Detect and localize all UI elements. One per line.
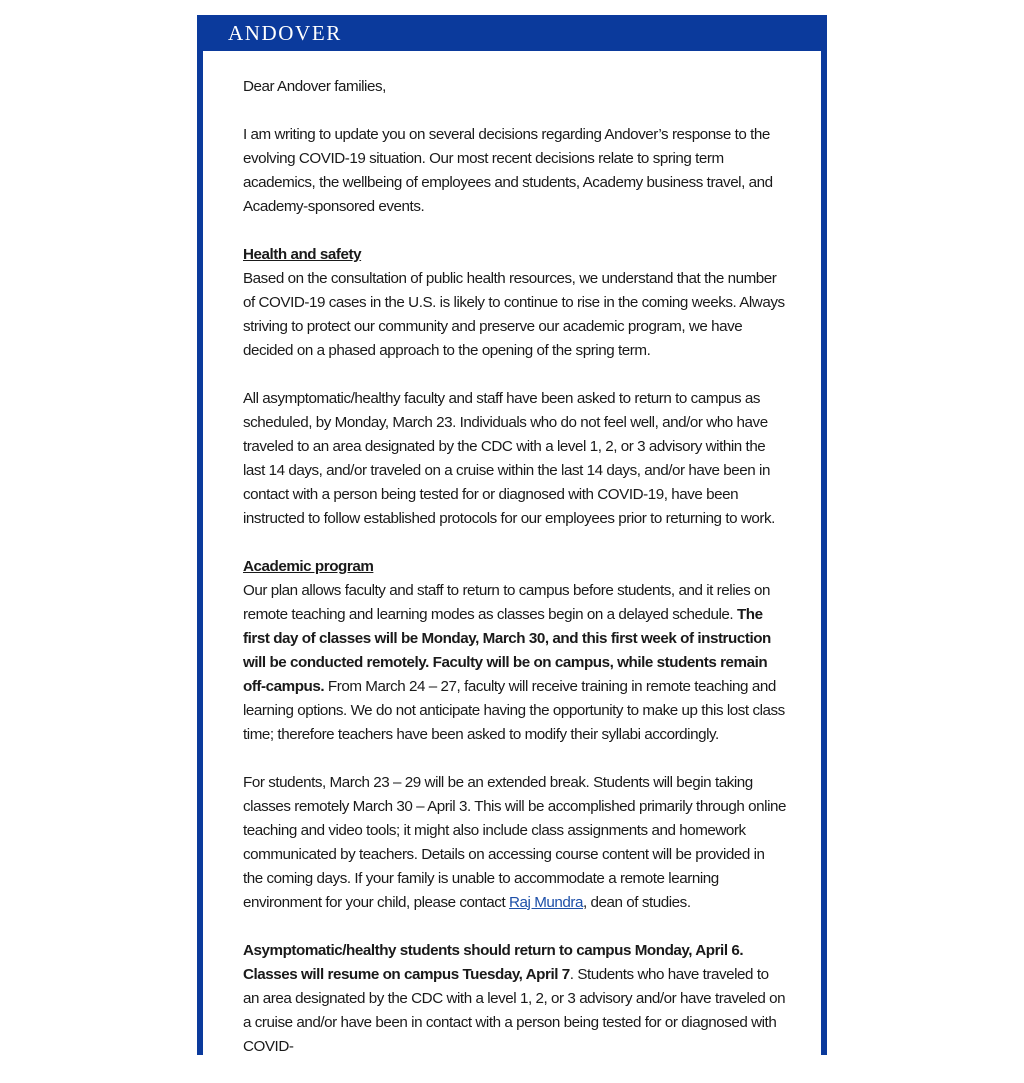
email-frame [197, 15, 827, 1055]
letter-text [243, 75, 786, 1083]
email-body [203, 51, 821, 1055]
academic-p1-bold: The first day of classes will be Monday, March 30, and this first week of instruction will be conducted remotely. Faculty will be on campus, while students remain off-campus. [243, 606, 771, 695]
academic-p1-start: Our plan allows faculty and staff to return to campus before students, and it relies on remote teaching and learning modes as classes begin on a delayed schedule. [243, 582, 771, 623]
academic-paragraph-2 [243, 771, 786, 915]
academic-p2-end: , dean of studies. [583, 894, 691, 911]
health-paragraph-1: Based on the consultation of public health resources, we understand that the number of COVID-19 cases in the U.S. is likely to continue to rise in the coming weeks. Always striving to protect our community and preserve our academic program, we have decided on a phased approach to the opening of the spring term. [243, 270, 785, 359]
health-paragraph-2: All asymptomatic/healthy faculty and staff have been asked to return to campus as scheduled, by Monday, March 23. Individuals who do not feel well, and/or who have traveled to an area designated by the CDC with a level 1, 2, or 3 advisory within the last 14 days, and/or traveled on a cruise within the last 14 days, and/or have been in contact with a person being tested for or diagnosed with COVID-19, have been instructed to follow established protocols for our employees prior to returning to work. [243, 390, 775, 527]
email-header [197, 15, 827, 51]
academic-p3-end: . Students who have traveled to an area designated by the CDC with a level 1, 2, or 3 advisory and/or have traveled on a cruise and/or have been in contact with a person being tested for or diagnosed with COVID- [243, 966, 786, 1055]
raj-mundra-link[interactable]: Raj Mundra [509, 894, 584, 911]
academic-p3-bold: Asymptomatic/healthy students should return to campus Monday, April 6. Classes will resume on campus Tuesday, April 7 [243, 942, 744, 983]
intro-paragraph: I am writing to update you on several decisions regarding Andover’s response to the evolving COVID-19 situation. Our most recent decisions relate to spring term academics, the wellbeing of employees and students, Academy business travel, and Academy-sponsored events. [243, 126, 773, 215]
health-heading: Health and safety [243, 246, 362, 263]
health-section [243, 243, 786, 363]
greeting: Dear Andover families, [243, 78, 386, 95]
academic-p1-end: From March 24 – 27, faculty will receive training in remote teaching and learning options. We do not anticipate having the opportunity to make up this lost class time; therefore teachers have been asked to modify their syllabi accordingly. [243, 678, 785, 743]
academic-heading: Academic program [243, 558, 374, 575]
andover-logo: ANDOVER [228, 21, 342, 45]
academic-p2-start: For students, March 23 – 29 will be an extended break. Students will begin taking classes remotely March 30 – April 3. This will be accomplished primarily through online teaching and video tools; it might also include class assignments and homework communicated by teachers. Details on accessing course content will be provided in the coming days. If your family is unable to accommodate a remote learning environment for your child, please contact [243, 774, 787, 911]
academic-paragraph-3 [243, 939, 786, 1059]
academic-section [243, 555, 786, 747]
